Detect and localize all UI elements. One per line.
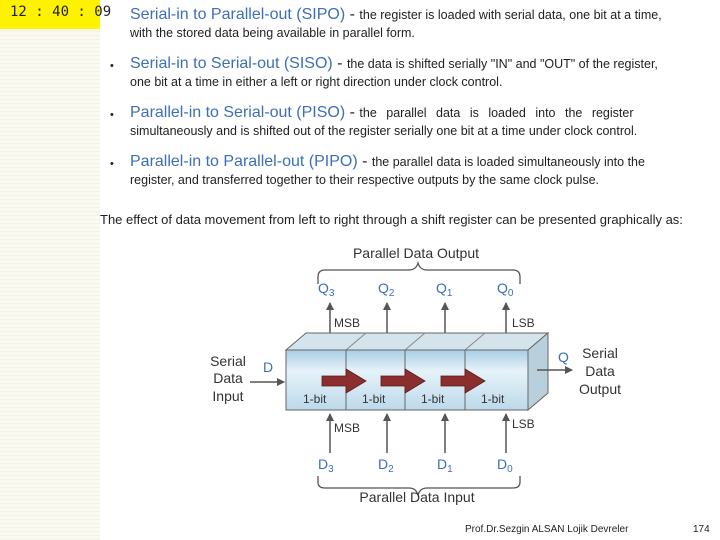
siso-bullet: • — [110, 60, 114, 72]
output-label-q0: $Q_0$ — [497, 280, 514, 299]
pipo-heading: Parallel-in to Parallel-out (PIPO) — [130, 153, 358, 170]
siso-desc: the data is shifted serially "IN" and "OUT" of the register, — [346, 57, 658, 71]
serial-output-pin-q: Q — [558, 349, 569, 365]
pipo-separator: - — [357, 153, 372, 170]
piso-desc: the parallel data is loaded into the register — [359, 106, 634, 120]
parallel-input-label: Parallel Data Input — [359, 489, 475, 505]
piso-bullet: • — [110, 109, 114, 121]
output-label-q3: $Q_3$ — [318, 280, 335, 299]
serial-output-label-line1: Serial — [582, 345, 618, 361]
sipo-heading: Serial-in to Parallel-out (SIPO) — [130, 6, 346, 23]
lsb-bottom-label: LSB — [512, 417, 535, 431]
output-label-q1: $Q_1$ — [436, 280, 453, 299]
siso-heading: Serial-in to Serial-out (SISO) — [130, 55, 333, 72]
serial-input-pin-d: D — [263, 359, 274, 375]
timer-text: 12 : 40 : 09 — [10, 4, 112, 20]
pipo-bullet: • — [110, 158, 114, 170]
lsb-top-label: LSB — [512, 316, 535, 330]
serial-input-label-line3: Input — [212, 388, 244, 404]
piso-heading: Parallel-in to Serial-out (PISO) — [130, 104, 346, 121]
register-top-face — [286, 333, 548, 350]
effect-sentence: The effect of data movement from left to right through a shift register can be presented graphically as: — [100, 212, 683, 227]
sipo-cont: with the stored data being available in parallel form. — [130, 26, 415, 40]
piso-cont: simultaneously and is shifted out of the register serially one bit at a time under clock control. — [130, 124, 638, 138]
serial-output-label-line2: Data — [585, 363, 615, 379]
input-label-d1: $D_1$ — [437, 456, 453, 475]
piso-separator: - — [345, 104, 360, 121]
input-label-d3: $D_3$ — [318, 456, 334, 475]
serial-input-label-line1: Serial — [210, 353, 246, 369]
serial-input-label-line2: Data — [213, 370, 243, 386]
bit-label-4: 1-bit — [481, 392, 505, 406]
siso-cont: one bit at a time in either a left or right direction under clock control. — [130, 75, 503, 89]
serial-output-label-line3: Output — [578, 381, 622, 397]
bit-label-2: 1-bit — [362, 392, 386, 406]
sipo-desc: the register is loaded with serial data, one bit at a time, — [359, 8, 662, 22]
bit-label-3: 1-bit — [421, 392, 445, 406]
footer-author: Prof.Dr.Sezgin ALSAN Lojik Devreler — [465, 524, 629, 535]
parallel-output-label: Parallel Data Output — [352, 245, 480, 261]
top-brace — [318, 263, 520, 284]
pipo-cont: register, and transferred together to their respective outputs by the same clock pulse. — [130, 173, 600, 187]
msb-top-label: MSB — [334, 316, 361, 330]
input-label-d0: $D_0$ — [497, 456, 513, 475]
bit-label-1: 1-bit — [303, 392, 327, 406]
siso-separator: - — [332, 55, 347, 72]
input-label-d2: $D_2$ — [378, 456, 394, 475]
output-label-q2: $Q_2$ — [378, 280, 395, 299]
footer-page-number: 174 — [693, 524, 710, 535]
pipo-desc: the parallel data is loaded simultaneously into the — [371, 155, 645, 169]
sipo-separator: - — [345, 6, 360, 23]
msb-bottom-label: MSB — [334, 421, 361, 435]
